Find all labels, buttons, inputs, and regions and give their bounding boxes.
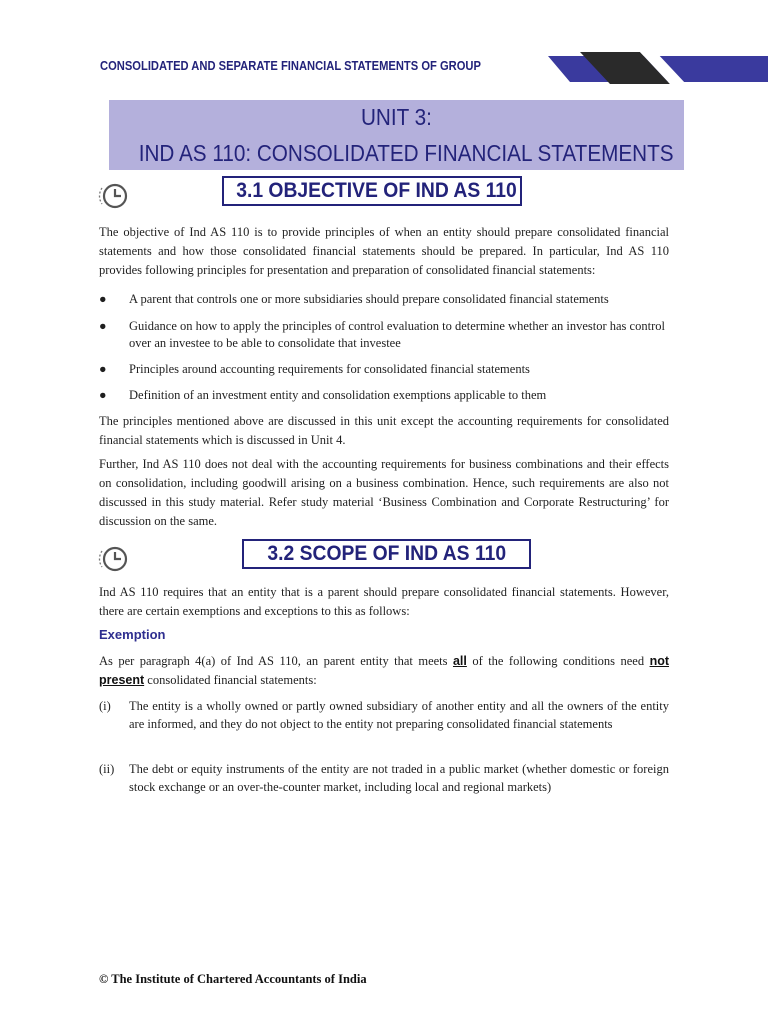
list-item: (ii) The debt or equity instruments of the entity are not traded in a public market (whether domestic or foreign stock exchange or an over-the-counter market, including local and regional markets) (99, 762, 669, 794)
section-title-objective: 3.1 OBJECTIVE OF IND AS 110 (222, 176, 522, 206)
bullet-icon: ● (99, 362, 107, 376)
objective-para-2: The principles mentioned above are discussed in this unit except the accounting requirements for consolidated financial statements which is discussed in Unit 4. (99, 414, 669, 447)
emphasis-not-present: not present (99, 654, 669, 687)
scope-intro: Ind AS 110 requires that an entity that is a parent should prepare consolidated financial statements. However, there are certain exemptions and exceptions to this as follows: (99, 585, 669, 618)
bullet-icon: ● (99, 319, 107, 333)
list-item: ● Guidance on how to apply the principles of control evaluation to determine whether an investor has control over an investee to be able to consolidate that investee (99, 319, 665, 350)
copyright-footer: © The Institute of Chartered Accountants of India (99, 972, 367, 986)
header-decoration (540, 50, 768, 84)
unit-title: IND AS 110: CONSOLIDATED FINANCIAL STATEMENTS (138, 140, 674, 166)
emphasis-all: all (452, 654, 467, 668)
bullet-icon: ● (99, 292, 107, 306)
list-item: (i) The entity is a wholly owned or partly owned subsidiary of another entity and all the owners of the entity are informed, and they do not object to the entity not preparing consolidated financial statements (99, 699, 669, 731)
list-item: ● A parent that controls one or more subsidiaries should prepare consolidated financial statements (99, 292, 609, 306)
clock-icon (98, 543, 130, 575)
list-item: ● Principles around accounting requirements for consolidated financial statements (99, 362, 530, 376)
objective-intro: The objective of Ind AS 110 is to provide principles of when an entity should prepare consolidated financial statements and how those consolidated financial statements should be prepared. In particular, Ind AS 110 provides following principles for presentation and preparation of consolidated financial statements: (99, 225, 669, 277)
clock-icon (98, 180, 130, 212)
section-title-scope: 3.2 SCOPE OF IND AS 110 (242, 539, 531, 569)
item-number: (ii) (99, 762, 115, 776)
unit-number: UNIT 3: (361, 104, 432, 130)
exemption-heading: Exemption (99, 627, 166, 642)
list-item: ● Definition of an investment entity and consolidation exemptions applicable to them (99, 388, 547, 402)
bullet-icon: ● (99, 388, 107, 402)
exemption-paragraph: As per paragraph 4(a) of Ind AS 110, an parent entity that meets all of the following conditions need not present consolidated financial statements: (99, 654, 669, 687)
unit-banner (109, 100, 684, 170)
item-number: (i) (99, 699, 111, 713)
objective-para-3: Further, Ind AS 110 does not deal with the accounting requirements for business combinations and their effects on consolidation, including goodwill arising on a business combination. Hence, such requirements are also not discussed in this study material. Refer study material ‘Business Combination and Corporate Restructuring’ for discussion on the same. (99, 457, 669, 528)
running-header: CONSOLIDATED AND SEPARATE FINANCIAL STATEMENTS OF GROUP (100, 58, 481, 73)
